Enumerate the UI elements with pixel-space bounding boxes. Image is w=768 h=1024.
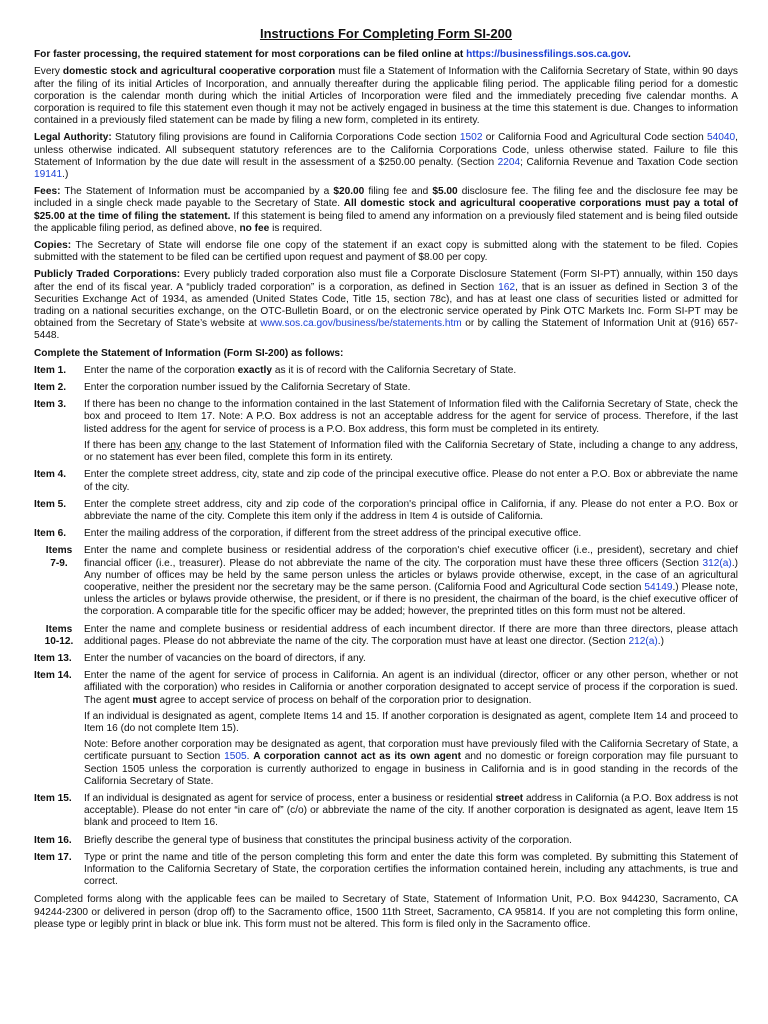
item-text: Enter the name of the corporation (84, 364, 238, 376)
item-label: Item 6. (34, 528, 67, 540)
online-filing-note (34, 49, 738, 61)
item-bold: A corporation cannot act as its own agent (253, 751, 461, 763)
items-10-12 (34, 624, 738, 648)
section-212a-link[interactable]: 212(a) (628, 635, 658, 647)
item-body: Type or print the name and title of the person completing this form and enter the date this form was completed. By submitting this Statement of Information to the California Secretary of State, the corporation certifies the information contained herein, including any attachments, is true and correct. (84, 851, 738, 888)
mailing-footer: Completed forms along with the applicable fees can be mailed to Secretary of State, Statement of Information Unit, P.O. Box 944230, Sacramento, CA 94244-2300 or delivered in person (drop off) to the Sacramento office, 1500 11th Street, Sacramento, CA 95814. If you are not completing this form online, please type or legibly print in black or blue ink. This form must not be altered. This form is filed only in the Sacramento office. (34, 894, 738, 930)
item-body: Enter the complete street address, city, state and zip code of the principal executive office. Please do not enter a P.O. Box or abbreviate the name of the city. (84, 469, 738, 493)
copies-paragraph (34, 240, 738, 264)
item-label (34, 545, 84, 618)
item-14-paragraph-1 (84, 670, 738, 707)
legal-authority-label: Legal Authority: (34, 132, 112, 144)
fees-total-bold: All domestic stock and agricultural cooperative corporations must pay a total of $25.00 at the time of filing the statement. (34, 198, 738, 222)
item-body (84, 624, 738, 648)
item-2 (34, 382, 738, 394)
items-7-9 (34, 545, 738, 618)
item-17 (34, 852, 738, 889)
item-6 (34, 528, 738, 540)
item-text-2: .) Any number of offices may be held by the same person unless the articles or bylaws provide otherwise, except, in the case of an agricultural cooperative, neither the president nor the secretary may be the same person. (California Food and Agricultural Code section (84, 557, 738, 593)
item-text-rest: change to the last Statement of Information filed with the California Secretary of State, including a change to any address, or no statement has ever been filed, complete this form in its entirety. (84, 439, 738, 464)
item-14-paragraph-3 (84, 739, 738, 788)
intro-paragraph (34, 66, 738, 127)
item-14 (34, 670, 738, 788)
section-162-link[interactable]: 162 (498, 281, 516, 293)
item-15 (34, 793, 738, 830)
item-bold: must (132, 694, 157, 706)
item-text-rest: address in California (a P.O. Box address is not acceptable). Please do not enter “in care of” (c/o) or abbreviate the name of the city. If another corporation is designated as agent, leave Item 15 blank and proceed to Item 16. (84, 792, 739, 829)
item-14-paragraph-2: If an individual is designated as agent, complete Items 14 and 15. If another corporation is designated as agent, complete Item 14 and proceed to Item 16 (do not complete Item 15). (84, 710, 738, 734)
legal-text-5: .) (62, 169, 69, 181)
fees-text-4: If this statement is being filed to amend any information on a previously filed statement and is being filed outside the applicable filing period, as defined above, (34, 210, 739, 234)
item-label: Item 5. (34, 498, 67, 510)
publicly-traded-label: Publicly Traded Corporations: (34, 269, 181, 281)
item-label: Item 2. (34, 382, 67, 394)
intro-text: Every (34, 66, 63, 78)
item-label: Item 13. (34, 652, 72, 664)
item-3 (34, 399, 738, 464)
publicly-traded-paragraph (34, 269, 738, 342)
online-filing-end: . (627, 49, 631, 61)
legal-text-4: ; California Revenue and Taxation Code section (520, 156, 738, 168)
online-filing-text: For faster processing, the required statement for most corporations can be filed online at (34, 49, 467, 61)
item-underlined: any (164, 439, 182, 451)
item-3-paragraph-1: If there has been no change to the information contained in the last Statement of Information filed with the California Secretary of State, check the box and proceed to Item 17. Note: A P.O. Box address is not an acceptable address for the agent for service of process. Therefore, if the last listed address for the agent for service of process is a P.O. Box address, this form must be completed in its entirety. (84, 399, 738, 435)
item-text: Enter the name of the agent for service of process in California. An agent is an individual (director, officer or any other person, whether or not affiliated with the corporation) who resides in California or another corporation designated to accept service of process if the corporation is sued. The agent (84, 670, 738, 706)
item-label: Item 17. (34, 851, 72, 863)
item-label-line-2: 7-9. (50, 557, 68, 569)
section-2204-link[interactable]: 2204 (497, 156, 521, 168)
item-label-line-1: Items (45, 623, 73, 635)
item-label: Item 16. (34, 834, 72, 846)
item-4 (34, 469, 738, 493)
item-1 (34, 365, 738, 377)
item-text: Enter the name and complete business or residential address of each incumbent director. If there are more than three directors, please attach additional pages. Please do not abbreviate the name of the city. The corporation must have at least one director. (Section (84, 623, 738, 647)
fees-label: Fees: (34, 186, 61, 198)
item-label-line-1: Items (45, 545, 73, 557)
instructions-page (34, 28, 738, 931)
item-bold: exactly (237, 364, 272, 376)
item-bold: street (495, 792, 524, 804)
section-54040-link[interactable]: 54040 (707, 132, 736, 144)
legal-text-1: Statutory filing provisions are found in California Corporations Code section (111, 132, 460, 144)
legal-text-3: , unless otherwise indicated. All subsequent statutory references are to the California Corporations Code, unless otherwise stated. Failure to file this Statement of Information by the due date will result in the assessment of a $250.00 penalty. (Section (34, 132, 738, 168)
complete-heading: Complete the Statement of Information (Form SI-200) as follows: (34, 347, 344, 359)
fees-paragraph (34, 186, 738, 235)
item-body: Enter the number of vacancies on the board of directors, if any. (84, 652, 366, 664)
item-body: Enter the mailing address of the corporation, if different from the street address of the principal executive office. (84, 528, 582, 540)
publicly-traded-text-1: Every publicly traded corporation also must file a Corporate Disclosure Statement (Form SI-PT) annually, within 150 days after the end of its fiscal year. A “publicly traded corporation” is a corporation, as defined in Section (34, 269, 738, 293)
item-label: Item 3. (34, 399, 67, 411)
fees-text-2: filing fee and (364, 186, 433, 198)
item-body (84, 793, 738, 830)
section-1505-link[interactable]: 1505 (224, 751, 247, 763)
intro-bold: domestic stock and agricultural cooperative corporation (62, 66, 336, 78)
item-text-rest: agree to accept service of process on behalf of the corporation prior to designation. (156, 694, 532, 706)
section-19141-link[interactable]: 19141 (34, 169, 63, 181)
section-1502-link[interactable]: 1502 (459, 132, 483, 144)
item-text-rest: and no domestic or foreign corporation may file pursuant to Section 1505 unless the corporation is currently authorized to engage in business in California and is in good standing in the records of the California Secretary of State. (84, 751, 738, 787)
item-body (84, 670, 738, 788)
item-text-2: .) (657, 635, 664, 647)
item-text-2: . (246, 751, 254, 763)
publicly-traded-text-3: or by calling the Statement of Information Unit at (916) 657-5448. (34, 318, 738, 342)
item-label (34, 624, 84, 648)
legal-authority-paragraph (34, 132, 738, 181)
item-body (84, 399, 738, 464)
section-312a-link[interactable]: 312(a) (702, 557, 732, 569)
section-54149-link[interactable]: 54149 (644, 581, 673, 593)
fees-text-5: is required. (269, 222, 323, 234)
item-label: Item 1. (34, 364, 67, 376)
item-text: If an individual is designated as agent for service of process, enter a business or residential (84, 792, 496, 804)
no-fee-bold: no fee (239, 222, 270, 234)
publicly-traded-text-2: , that is an issuer as defined in Section 3 of the Securities Exchange Act of 1934, as amended (United States Code, Title 15, section 78c), and has at least one class of securities listed or admitted for trading on a national securities exchange, on the OTC-Bulletin Board, or on the electronic service operated by Pink OTC Markets Inc. Form SI-PT may be obtained from the Secretary of State’s website at (34, 281, 738, 330)
item-label: Item 14. (34, 670, 72, 682)
item-16 (34, 835, 738, 847)
disclosure-fee-amount: $5.00 (432, 186, 458, 198)
filing-fee-amount: $20.00 (333, 186, 365, 198)
item-text-rest: as it is of record with the California Secretary of State. (272, 364, 517, 376)
item-5 (34, 499, 738, 523)
copies-text: The Secretary of State will endorse file one copy of the statement if an exact copy is submitted along with the statement to be filed. Copies submitted with the statement to be filed can be certified upon request and payment of $8.00 per copy. (34, 240, 738, 264)
online-filing-link[interactable]: https://businessfilings.sos.ca.gov (466, 49, 628, 61)
sos-statements-link[interactable]: www.sos.ca.gov/business/be/statements.htm (260, 318, 462, 330)
item-body (84, 365, 738, 377)
page-title: Instructions For Completing Form SI-200 (259, 26, 513, 41)
copies-label: Copies: (34, 240, 72, 252)
fees-text-3: disclosure fee. The filing fee and the disclosure fee may be included in a single check made payable to the Secretary of State. (34, 186, 739, 210)
item-13 (34, 653, 738, 665)
item-text-3: .) Please note, unless the articles or bylaws provide otherwise, the president, or if there is no president, the chairman of the board, is the chief executive officer of the corporation. A comparable title for the specific officer may be added; however, the preprinted titles on this form must not be altered. (84, 581, 738, 618)
item-3-paragraph-2 (84, 440, 738, 464)
item-text: If there has been (84, 439, 165, 451)
item-body: Briefly describe the general type of business that constitutes the principal business activity of the corporation. (84, 834, 572, 846)
item-text: Note: Before another corporation may be designated as agent, that corporation must have previously filed with the California Secretary of State, a certificate pursuant to Section (84, 739, 738, 763)
fees-text-1: The Statement of Information must be accompanied by a (60, 186, 334, 198)
item-text: Enter the name and complete business or residential address of the corporation's chief executive officer (i.e., president), secretary and chief financial officer (i.e., treasurer). Please do not abbreviate the name of the city. The corporation must have these three officers (Section (84, 545, 738, 569)
item-label: Item 15. (34, 792, 72, 804)
item-label: Item 4. (34, 469, 67, 481)
item-body: Enter the corporation number issued by the California Secretary of State. (84, 382, 411, 394)
item-label-line-2: 10-12. (44, 635, 74, 647)
item-body (84, 545, 738, 618)
intro-text-rest: must file a Statement of Information with the California Secretary of State, within 90 days after the filing of its initial Articles of Incorporation, and annually thereafter during the applicable filing period. The applicable filing period for a domestic corporation is the calendar month during which the initial Articles of Incorporation were filed and the immediately preceding five calendar months. A corporation is required to file this statement even though it may not be actively engaged in business at the time this statement is due. Changes to information contained in a previously filed statement can be made by filing a new form, completed in its entirety. (34, 66, 738, 127)
legal-text-2: or California Food and Agricultural Code section (482, 132, 708, 144)
item-body: Enter the complete street address, city and zip code of the corporation's principal office in California, if any. Please do not enter a P.O. Box or abbreviate the name of the city. Complete this item only if the address in Item 4 is outside of California. (84, 498, 738, 522)
